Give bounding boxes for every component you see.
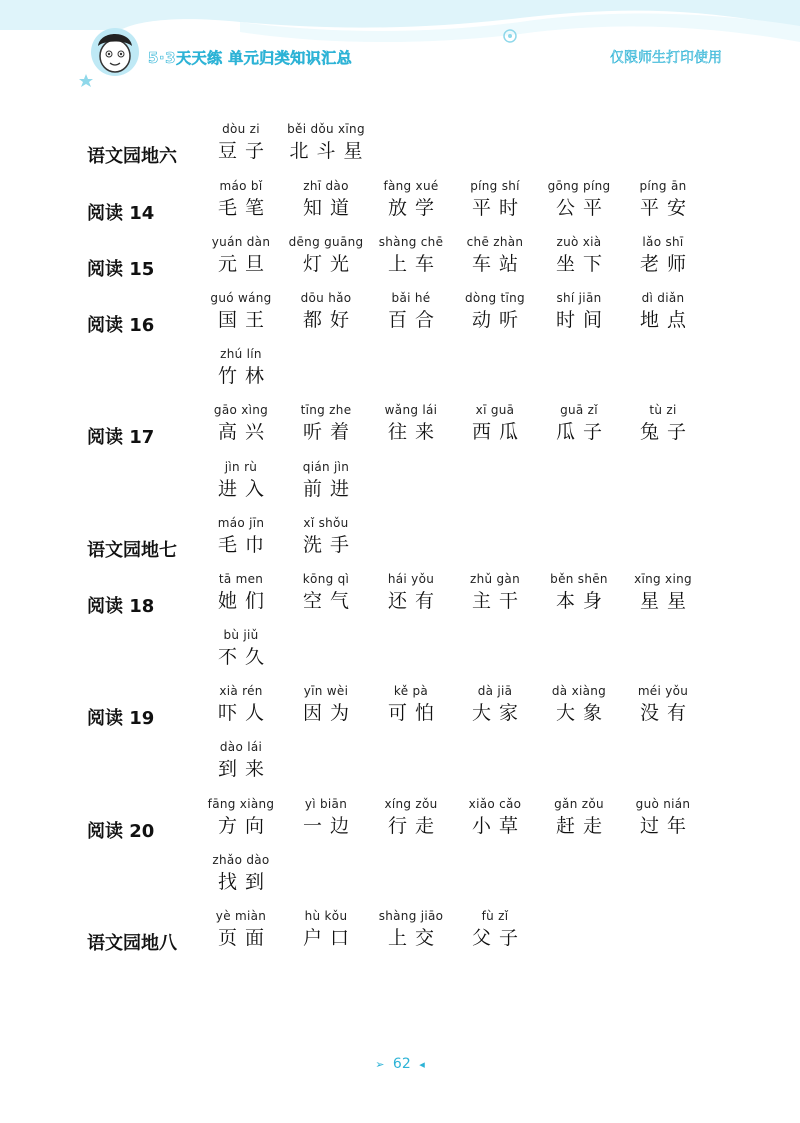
vocab-word [618, 401, 708, 445]
pinyin-text: tā men [218, 572, 264, 586]
vocab-word [450, 907, 540, 951]
vocab-word [196, 514, 286, 558]
pinyin-text: yì biān [304, 797, 348, 811]
vocab-word [534, 570, 624, 614]
hanzi-text: 因为 [302, 702, 357, 724]
vocab-word [366, 907, 456, 951]
hanzi-text: 方向 [217, 815, 272, 837]
star-icon [79, 74, 93, 87]
pinyin-text: fù zǐ [481, 909, 509, 923]
section-label: 阅读 20 [87, 821, 155, 842]
pinyin-text: kōng qì [302, 572, 350, 586]
vocab-word [618, 289, 708, 333]
vocab-word [196, 177, 286, 221]
pinyin-text: qián jìn [302, 460, 350, 474]
vocab-word [281, 682, 371, 726]
vocab-row [0, 401, 800, 457]
section-label: 语文园地七 [87, 540, 177, 561]
pinyin-text: fàng xué [383, 179, 439, 193]
vocab-row [0, 851, 800, 907]
vocab-row [0, 514, 800, 570]
hanzi-text: 大象 [555, 702, 610, 724]
pinyin-text: guó wáng [210, 291, 272, 305]
hanzi-text: 平安 [639, 197, 694, 219]
vocab-word [450, 177, 540, 221]
vocab-word [196, 851, 286, 895]
pinyin-text: xī guā [475, 403, 515, 417]
pinyin-text: fāng xiàng [207, 797, 275, 811]
vocab-word [618, 177, 708, 221]
pinyin-text: xīng xing [634, 572, 692, 586]
vocab-word [196, 458, 286, 502]
vocab-word [618, 233, 708, 277]
pinyin-text: máo jīn [217, 516, 265, 530]
vocab-word [534, 233, 624, 277]
header-usage-note: 仅限师生打印使用 [610, 50, 722, 66]
section-label: 阅读 17 [87, 427, 155, 448]
vocab-word [366, 401, 456, 445]
vocab-word [281, 177, 371, 221]
hanzi-text: 吓人 [217, 702, 272, 724]
pinyin-text: dì diǎn [641, 291, 685, 305]
pinyin-text: běn shēn [550, 572, 608, 586]
pinyin-text: hái yǒu [387, 572, 435, 586]
section-label: 阅读 16 [87, 315, 155, 336]
hanzi-text: 主干 [471, 590, 526, 612]
hanzi-text: 毛巾 [217, 534, 272, 556]
pinyin-text: dōu hǎo [300, 291, 352, 305]
hanzi-text: 北斗星 [289, 140, 371, 162]
pinyin-text: tù zi [649, 403, 677, 417]
pinyin-text: guò nián [635, 797, 691, 811]
hanzi-text: 动听 [471, 309, 526, 331]
pinyin-text: píng ān [639, 179, 687, 193]
vocab-word [450, 289, 540, 333]
vocab-word [196, 289, 286, 333]
pinyin-text: zuò xià [556, 235, 602, 249]
pinyin-text: bù jiǔ [223, 628, 259, 642]
vocab-word [534, 401, 624, 445]
vocab-word [281, 907, 371, 951]
pinyin-text: xǐ shǒu [303, 516, 349, 530]
vocab-word [450, 401, 540, 445]
hanzi-text: 平时 [471, 197, 526, 219]
header-title: 5·3天天练 单元归类知识汇总 [148, 49, 353, 67]
hanzi-text: 小草 [471, 815, 526, 837]
hanzi-text: 页面 [217, 927, 272, 949]
vocab-word [366, 177, 456, 221]
page-number: 62 [392, 1056, 411, 1072]
pinyin-text: zhǎo dào [212, 853, 270, 867]
vocab-row [0, 458, 800, 514]
vocab-word [196, 570, 286, 614]
hanzi-text: 进入 [217, 478, 272, 500]
hanzi-text: 高兴 [217, 421, 272, 443]
vocab-word [196, 626, 286, 670]
pinyin-text: dòng tīng [465, 291, 525, 305]
hanzi-text: 大家 [471, 702, 526, 724]
vocab-word [196, 907, 286, 951]
vocab-row [0, 345, 800, 401]
hanzi-text: 灯光 [302, 253, 357, 275]
vocab-word [366, 289, 456, 333]
vocab-word [281, 233, 371, 277]
section-label: 语文园地八 [87, 933, 177, 954]
vocab-row [0, 570, 800, 626]
hanzi-text: 老师 [639, 253, 694, 275]
hanzi-text: 时间 [555, 309, 610, 331]
vocab-word [281, 458, 371, 502]
pinyin-text: xià rén [219, 684, 263, 698]
hanzi-text: 毛笔 [217, 197, 272, 219]
hanzi-text: 国王 [217, 309, 272, 331]
pinyin-text: shàng chē [378, 235, 444, 249]
hanzi-text: 过年 [639, 815, 694, 837]
vocab-row [0, 738, 800, 794]
pinyin-text: zhī dào [303, 179, 349, 193]
pinyin-text: běi dǒu xīng [287, 122, 365, 136]
section-label: 阅读 15 [87, 259, 155, 280]
hanzi-text: 行走 [387, 815, 442, 837]
pinyin-text: hù kǒu [304, 909, 348, 923]
section-label: 阅读 19 [87, 708, 155, 729]
pinyin-text: píng shí [470, 179, 520, 193]
vocab-row [0, 795, 800, 851]
vocab-word [196, 738, 286, 782]
vocab-word [534, 682, 624, 726]
vocab-row [0, 233, 800, 289]
hanzi-text: 父子 [471, 927, 526, 949]
vocab-row [0, 907, 800, 963]
hanzi-text: 元旦 [217, 253, 272, 275]
hanzi-text: 空气 [302, 590, 357, 612]
vocab-word [534, 289, 624, 333]
vocab-word [450, 682, 540, 726]
page-number-footer [0, 1056, 800, 1072]
hanzi-text: 车站 [471, 253, 526, 275]
vocab-word [196, 401, 286, 445]
pinyin-text: dà jiā [477, 684, 513, 698]
hanzi-text: 还有 [387, 590, 442, 612]
pinyin-text: yuán dàn [211, 235, 271, 249]
hanzi-text: 坐下 [555, 253, 610, 275]
pinyin-text: kě pà [393, 684, 429, 698]
hanzi-text: 星星 [639, 590, 694, 612]
hanzi-text: 往来 [387, 421, 442, 443]
pinyin-text: xiǎo cǎo [468, 797, 522, 811]
hanzi-text: 可怕 [387, 702, 442, 724]
vocab-word [366, 233, 456, 277]
hanzi-text: 听着 [302, 421, 357, 443]
pinyin-text: dòu zi [222, 122, 260, 136]
hanzi-text: 竹林 [217, 365, 272, 387]
pinyin-text: yè miàn [215, 909, 267, 923]
vocab-word [281, 120, 371, 164]
pinyin-text: shí jiān [556, 291, 602, 305]
hanzi-text: 上车 [387, 253, 442, 275]
vocab-word [618, 682, 708, 726]
page-header [0, 0, 800, 100]
vocab-word [366, 570, 456, 614]
pinyin-text: méi yǒu [637, 684, 689, 698]
hanzi-text: 前进 [302, 478, 357, 500]
pinyin-text: zhǔ gàn [469, 572, 520, 586]
vocab-word [196, 120, 286, 164]
vocab-word [281, 289, 371, 333]
hanzi-text: 户口 [302, 927, 357, 949]
arrow-right-icon: ➢ [375, 1058, 385, 1071]
hanzi-text: 兔子 [639, 421, 694, 443]
hanzi-text: 豆子 [217, 140, 272, 162]
pinyin-text: dà xiàng [551, 684, 607, 698]
pinyin-text: gǎn zǒu [554, 797, 604, 811]
vocab-word [196, 682, 286, 726]
vocab-word [618, 570, 708, 614]
vocab-word [450, 570, 540, 614]
hanzi-text: 不久 [217, 646, 272, 668]
pinyin-text: dào lái [219, 740, 263, 754]
vocab-word [281, 514, 371, 558]
pinyin-text: dēng guāng [288, 235, 364, 249]
hanzi-text: 公平 [555, 197, 610, 219]
vocab-word [450, 233, 540, 277]
pinyin-text: máo bǐ [219, 179, 263, 193]
hanzi-text: 瓜子 [555, 421, 610, 443]
hanzi-text: 找到 [217, 871, 272, 893]
hanzi-text: 到来 [217, 758, 272, 780]
pinyin-text: bǎi hé [391, 291, 431, 305]
pinyin-text: guā zǐ [560, 403, 598, 417]
hanzi-text: 一边 [302, 815, 357, 837]
section-label: 阅读 18 [87, 596, 155, 617]
hanzi-text: 上交 [387, 927, 442, 949]
pinyin-text: zhú lín [220, 347, 262, 361]
vocab-word [281, 795, 371, 839]
pinyin-text: yīn wèi [303, 684, 349, 698]
hanzi-text: 放学 [387, 197, 442, 219]
pinyin-text: gōng píng [547, 179, 611, 193]
hanzi-text: 西瓜 [471, 421, 526, 443]
vocab-word [281, 401, 371, 445]
vocab-word [196, 795, 286, 839]
vocab-word [196, 233, 286, 277]
pinyin-text: shàng jiāo [378, 909, 444, 923]
vocab-row [0, 177, 800, 233]
hanzi-text: 没有 [639, 702, 694, 724]
vocab-word [618, 795, 708, 839]
pinyin-text: jìn rù [224, 460, 258, 474]
pinyin-text: wǎng lái [384, 403, 438, 417]
hanzi-text: 知道 [302, 197, 357, 219]
vocab-word [534, 795, 624, 839]
vocab-word [366, 795, 456, 839]
arrow-left-icon: ◂ [419, 1058, 425, 1071]
cartoon-boy-icon [91, 28, 139, 76]
hanzi-text: 洗手 [302, 534, 357, 556]
pinyin-text: tīng zhe [300, 403, 352, 417]
vocab-word [534, 177, 624, 221]
pinyin-text: xíng zǒu [384, 797, 438, 811]
section-label: 阅读 14 [87, 203, 155, 224]
vocab-word [450, 795, 540, 839]
hanzi-text: 百合 [387, 309, 442, 331]
pinyin-text: lǎo shī [642, 235, 684, 249]
hanzi-text: 都好 [302, 309, 357, 331]
vocab-row [0, 682, 800, 738]
vocab-row [0, 120, 800, 176]
vocab-word [366, 682, 456, 726]
hanzi-text: 本身 [555, 590, 610, 612]
hanzi-text: 赶走 [555, 815, 610, 837]
hanzi-text: 地点 [639, 309, 694, 331]
vocab-row [0, 289, 800, 345]
pinyin-text: gāo xìng [213, 403, 269, 417]
vocab-word [196, 345, 286, 389]
section-label: 语文园地六 [87, 146, 177, 167]
hanzi-text: 她们 [217, 590, 272, 612]
vocab-row [0, 626, 800, 682]
vocab-word [281, 570, 371, 614]
pinyin-text: chē zhàn [466, 235, 524, 249]
